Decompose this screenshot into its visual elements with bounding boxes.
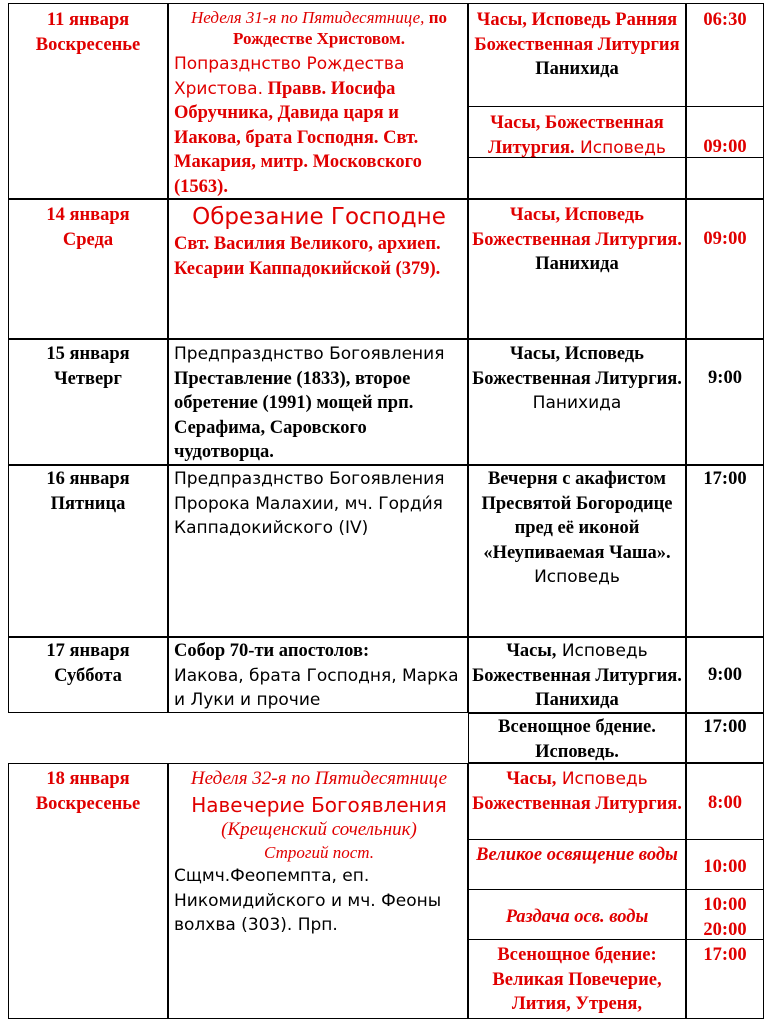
date-15: 15 января Четверг xyxy=(46,344,130,389)
time-11-b: 09:00 xyxy=(703,137,747,157)
date-11: 11 января Воскресенье xyxy=(35,10,141,55)
date-16: 16 января Пятница xyxy=(46,469,130,514)
service-18-a: Часы, Исповедь Божественная Литургия. xyxy=(472,769,682,814)
time-14: 09:00 xyxy=(703,229,747,249)
time-18-a: 8:00 xyxy=(708,793,742,813)
service-11-a: Часы, Исповедь Ранняя Божественная Литургия Панихида xyxy=(474,10,680,79)
time-17-a: 9:00 xyxy=(708,665,742,685)
date-18: 18 января Воскресенье xyxy=(35,769,141,814)
time-cell-14 xyxy=(686,199,764,339)
service-17-a: Часы, Исповедь Божественная Литургия. Панихида xyxy=(472,641,682,710)
service-11-b: Часы, Божественная Литургия. Исповедь xyxy=(488,113,666,158)
service-18-d: Всенощное бдение: Великая Повечерие, Лития, Утреня, xyxy=(492,945,662,1014)
time-16: 17:00 xyxy=(703,469,747,489)
service-18-b: Великое освящение воды xyxy=(476,845,678,865)
service-15: Часы, Исповедь Божественная Литургия. Панихида xyxy=(472,344,682,413)
time-15: 9:00 xyxy=(708,368,742,388)
feast-14: Обрезание Господне Свт. Василия Великого, архиеп. Кесарии Каппадокийской (379). xyxy=(174,204,446,279)
time-18-d: 17:00 xyxy=(703,945,747,965)
service-16: Вечерня с акафистом Пресвятой Богородице пред её иконой «Неупиваемая Чаша». Исповедь xyxy=(481,469,673,587)
service-18-c: Раздача осв. воды xyxy=(505,907,649,927)
time-18-b: 10:00 xyxy=(703,857,747,877)
feast-11: Неделя 31-я по Пятидесятнице, по Рождестве Христовом. Попразднство Рождества Христова. Правв. Иосифа Обручника, Давида царя и Иакова, брата Господня. Свт. Макария, митр. Московского (1563). xyxy=(174,8,447,197)
feast-18: Неделя 32-я по Пятидесятнице Навечерие Богоявления (Крещенский сочельник) Строгий пост. Сщмч.Феопемпта, еп. Никомидийского и мч. Феоны волхва (303). Прп. xyxy=(174,768,448,935)
time-11-a: 06:30 xyxy=(703,10,747,30)
service-14: Часы, Исповедь Божественная Литургия. Панихида xyxy=(472,205,682,274)
time-cell-15 xyxy=(686,339,764,465)
time-18-c: 10:00 20:00 xyxy=(703,895,747,940)
date-14: 14 января Среда xyxy=(46,205,130,250)
date-17: 17 января Суббота xyxy=(46,641,130,686)
feast-16: Предпразднство Богоявления Пророка Малахии, мч. Горди́я Каппадокийского (IV) xyxy=(174,469,445,538)
service-17-b: Всенощное бдение. Исповедь. xyxy=(498,717,656,762)
time-17-b: 17:00 xyxy=(703,717,747,737)
feast-15: Предпразднство Богоявления Преставление (1833), второе обретение (1991) мощей прп. Серафима, Саровского чудотворца. xyxy=(174,344,445,462)
feast-17: Собор 70-ти апостолов: Иакова, брата Господня, Марка и Луки и прочие xyxy=(174,641,459,710)
